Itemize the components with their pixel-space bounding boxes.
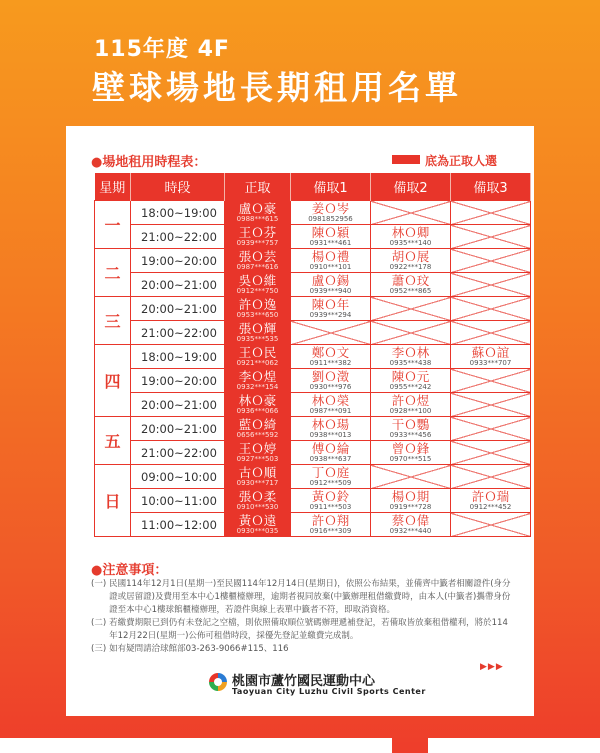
main-pick-cell	[225, 393, 291, 417]
empty-cell	[451, 393, 531, 417]
person-phone: 0931***461	[309, 238, 352, 247]
empty-cell	[451, 201, 531, 225]
person-phone: 0933***456	[389, 430, 432, 439]
person-phone: 0928***100	[389, 406, 432, 415]
person-phone: 0970***515	[389, 454, 432, 463]
person-name: 張Ｏ芸	[238, 248, 277, 264]
main-pick-cell	[225, 321, 291, 345]
notes-list	[91, 578, 511, 656]
backup-cell	[291, 345, 371, 369]
person-phone: 0930***035	[236, 526, 279, 535]
note-text: 若繳費期限已到仍有未登記之空檔，則依照備取順位號碼辦理遞補登記，若備取皆放棄租借權利，將於114年12月22日(星期一)公佈可租借時段，採優先登記並繳費完成制。	[109, 618, 508, 641]
backup-cell	[371, 513, 451, 537]
org-logo-icon	[209, 673, 227, 691]
time-slot-cell: 09:00~10:00	[131, 465, 225, 489]
backup-cell	[371, 273, 451, 297]
table-row	[95, 249, 531, 273]
person-name: 李Ｏ林	[391, 344, 430, 360]
col-header-alt2: 備取2	[371, 173, 451, 201]
backup-cell	[291, 225, 371, 249]
main-pick-cell	[225, 489, 291, 513]
backup-cell	[371, 345, 451, 369]
person-phone: 0932***440	[389, 526, 432, 535]
org-name-zh: 桃園市蘆竹國民運動中心	[232, 674, 376, 689]
person-name: 吳Ｏ維	[238, 272, 277, 288]
schedule-label: ●場地租用時程表：	[91, 155, 207, 170]
table-body	[95, 201, 531, 537]
day-cell: 日	[95, 465, 131, 537]
person-name: 林Ｏ卿	[391, 224, 430, 240]
person-phone: 0911***382	[309, 358, 352, 367]
col-header-main: 正取	[225, 173, 291, 201]
person-phone: 0930***976	[309, 382, 352, 391]
main-pick-cell	[225, 369, 291, 393]
col-header-alt3: 備取3	[451, 173, 531, 201]
table-row	[95, 513, 531, 537]
day-cell: 五	[95, 417, 131, 465]
person-name: 蔡Ｏ偉	[391, 512, 430, 528]
empty-cell	[451, 297, 531, 321]
main-pick-cell	[225, 297, 291, 321]
empty-cell	[451, 369, 531, 393]
time-slot-cell: 20:00~21:00	[131, 393, 225, 417]
time-slot-cell: 20:00~21:00	[131, 417, 225, 441]
main-pick-cell	[225, 249, 291, 273]
backup-cell	[371, 417, 451, 441]
person-phone: 0916***309	[309, 526, 352, 535]
empty-cell	[451, 321, 531, 345]
person-name: 鄭Ｏ文	[311, 344, 350, 360]
time-slot-cell: 19:00~20:00	[131, 369, 225, 393]
backup-cell	[291, 273, 371, 297]
empty-cell	[371, 321, 451, 345]
main-pick-cell	[225, 417, 291, 441]
person-phone: 0981852956	[308, 214, 353, 223]
person-name: 陳Ｏ穎	[311, 224, 350, 240]
note-number: (一)	[91, 579, 107, 589]
person-name: 古Ｏ順	[238, 464, 277, 480]
person-name: 盧Ｏ豪	[238, 200, 277, 216]
backup-cell	[451, 345, 531, 369]
person-phone: 0953***650	[236, 310, 279, 319]
person-name: 傅Ｏ綸	[311, 440, 350, 456]
time-slot-cell: 11:00~12:00	[131, 513, 225, 537]
backup-cell	[291, 417, 371, 441]
col-header-day: 星期	[95, 173, 131, 201]
note-number: (三)	[91, 644, 107, 654]
person-phone: 0933***707	[469, 358, 512, 367]
person-name: 黃Ｏ鈴	[311, 488, 350, 504]
empty-cell	[451, 441, 531, 465]
person-phone: 0935***140	[389, 238, 432, 247]
note-item	[91, 578, 511, 617]
person-name: 張Ｏ輝	[238, 320, 277, 336]
person-name: 張Ｏ柔	[238, 488, 277, 504]
person-phone: 0930***717	[236, 478, 279, 487]
person-phone: 0938***637	[309, 454, 352, 463]
person-name: 丁Ｏ庭	[311, 464, 350, 480]
backup-cell	[291, 441, 371, 465]
person-name: 蕭Ｏ玟	[391, 272, 430, 288]
person-phone: 0939***940	[309, 286, 352, 295]
bottom-strip-right	[428, 738, 600, 753]
org-name-en: Taoyuan City Luzhu Civil Sports Center	[232, 687, 426, 696]
empty-cell	[371, 465, 451, 489]
person-phone: 0935***438	[389, 358, 432, 367]
empty-cell	[451, 513, 531, 537]
person-name: 劉Ｏ澂	[311, 368, 350, 384]
person-name: 許Ｏ逸	[238, 296, 277, 312]
person-name: 陳Ｏ年	[311, 296, 350, 312]
person-name: 楊Ｏ禮	[311, 248, 350, 264]
empty-cell	[371, 297, 451, 321]
person-phone: 0921***062	[236, 358, 279, 367]
backup-cell	[291, 393, 371, 417]
legend-text: 底為正取人選	[425, 154, 498, 168]
col-header-alt1: 備取1	[291, 173, 371, 201]
day-cell: 一	[95, 201, 131, 249]
backup-cell	[371, 225, 451, 249]
person-name: 陳Ｏ元	[391, 368, 430, 384]
note-text: 如有疑問請洽球館部03-263-9066#115、116	[109, 644, 289, 654]
page-title: 壁球場地長期租用名單	[92, 68, 462, 107]
backup-cell	[291, 369, 371, 393]
person-phone: 0935***535	[236, 334, 279, 343]
person-name: 王Ｏ芬	[238, 224, 277, 240]
time-slot-cell: 20:00~21:00	[131, 273, 225, 297]
person-phone: 0910***101	[309, 262, 352, 271]
person-phone: 0939***294	[309, 310, 352, 319]
table-row	[95, 321, 531, 345]
person-phone: 0910***530	[236, 502, 279, 511]
backup-cell	[291, 513, 371, 537]
empty-cell	[451, 249, 531, 273]
table-header-row	[95, 173, 531, 201]
empty-cell	[291, 321, 371, 345]
person-name: 姜Ｏ岑	[311, 200, 350, 216]
table-row	[95, 297, 531, 321]
person-phone: 0927***503	[236, 454, 279, 463]
col-header-time: 時段	[131, 173, 225, 201]
time-slot-cell: 21:00~22:00	[131, 441, 225, 465]
main-pick-cell	[225, 345, 291, 369]
backup-cell	[291, 201, 371, 225]
person-phone: 0938***013	[309, 430, 352, 439]
person-phone: 0656***592	[236, 430, 279, 439]
time-slot-cell: 21:00~22:00	[131, 321, 225, 345]
person-name: 胡Ｏ展	[391, 248, 430, 264]
person-name: 林Ｏ瑒	[311, 416, 350, 432]
main-pick-cell	[225, 465, 291, 489]
person-phone: 0911***503	[309, 502, 352, 511]
table-row	[95, 345, 531, 369]
day-cell: 四	[95, 345, 131, 417]
main-pick-cell	[225, 441, 291, 465]
arrows-icon: ▶▶▶	[480, 662, 504, 672]
person-name: 曾Ｏ鋒	[391, 440, 430, 456]
person-name: 林Ｏ榮	[311, 392, 350, 408]
time-slot-cell: 20:00~21:00	[131, 297, 225, 321]
main-pick-cell	[225, 201, 291, 225]
backup-cell	[371, 489, 451, 513]
person-name: 盧Ｏ錫	[311, 272, 350, 288]
schedule-table	[94, 173, 531, 537]
legend-swatch	[392, 155, 420, 164]
table-row	[95, 369, 531, 393]
backup-cell	[291, 249, 371, 273]
person-name: 許Ｏ瑞	[471, 488, 510, 504]
person-name: 干Ｏ鸚	[391, 416, 430, 432]
person-phone: 0987***091	[309, 406, 352, 415]
person-phone: 0936***066	[236, 406, 279, 415]
time-slot-cell: 21:00~22:00	[131, 225, 225, 249]
time-slot-cell: 19:00~20:00	[131, 249, 225, 273]
person-phone: 0952***865	[389, 286, 432, 295]
note-number: (二)	[91, 618, 107, 628]
time-slot-cell: 18:00~19:00	[131, 201, 225, 225]
person-name: 林Ｏ豪	[238, 392, 277, 408]
backup-cell	[291, 297, 371, 321]
person-name: 藍Ｏ綺	[238, 416, 277, 432]
bottom-strip-left	[0, 738, 392, 753]
empty-cell	[451, 273, 531, 297]
time-slot-cell: 10:00~11:00	[131, 489, 225, 513]
backup-cell	[371, 369, 451, 393]
table-row	[95, 441, 531, 465]
person-name: 許Ｏ煜	[391, 392, 430, 408]
person-name: 楊Ｏ期	[391, 488, 430, 504]
backup-cell	[291, 489, 371, 513]
table-row	[95, 417, 531, 441]
person-name: 李Ｏ煌	[238, 368, 277, 384]
empty-cell	[451, 465, 531, 489]
day-cell: 二	[95, 249, 131, 297]
person-phone: 0912***452	[469, 502, 512, 511]
notes-label: ●注意事項：	[91, 563, 168, 578]
empty-cell	[371, 201, 451, 225]
note-text: 民國114年12月1日(星期一)至民國114年12月14日(星期日)，依照公布結果，並備齊中籤者相關證件(身分證或居留證)及費用至本中心1樓櫃檯辦理，逾期者視同放棄(中籤辦理租借繳費時，由本人(中籤者)攜帶身份證至本中心1樓球館櫃檯辦理，若證件與線上表單中籤者不符，即取消資格。	[109, 579, 511, 615]
person-phone: 0922***178	[389, 262, 432, 271]
time-slot-cell: 18:00~19:00	[131, 345, 225, 369]
backup-cell	[371, 393, 451, 417]
note-item	[91, 643, 511, 656]
person-phone: 0912***509	[309, 478, 352, 487]
person-name: 蘇Ｏ誼	[471, 344, 510, 360]
main-pick-cell	[225, 513, 291, 537]
backup-cell	[291, 465, 371, 489]
person-name: 王Ｏ婷	[238, 440, 277, 456]
person-name: 王Ｏ民	[238, 344, 277, 360]
backup-cell	[371, 441, 451, 465]
person-phone: 0919***728	[389, 502, 432, 511]
person-name: 許Ｏ翔	[311, 512, 350, 528]
main-pick-cell	[225, 273, 291, 297]
person-phone: 0939***757	[236, 238, 279, 247]
page-subtitle: 115年度 4F	[94, 37, 230, 62]
backup-cell	[371, 249, 451, 273]
backup-cell	[451, 489, 531, 513]
table-row	[95, 273, 531, 297]
table-row	[95, 465, 531, 489]
person-name: 黃Ｏ遠	[238, 512, 277, 528]
empty-cell	[451, 225, 531, 249]
day-cell: 三	[95, 297, 131, 345]
table-row	[95, 489, 531, 513]
main-pick-cell	[225, 225, 291, 249]
person-phone: 0987***616	[236, 262, 279, 271]
person-phone: 0932***154	[236, 382, 279, 391]
table-row	[95, 225, 531, 249]
person-phone: 0912***750	[236, 286, 279, 295]
table-row	[95, 393, 531, 417]
person-phone: 0988***615	[236, 214, 279, 223]
note-item	[91, 617, 511, 643]
table-row	[95, 201, 531, 225]
person-phone: 0955***242	[389, 382, 432, 391]
empty-cell	[451, 417, 531, 441]
